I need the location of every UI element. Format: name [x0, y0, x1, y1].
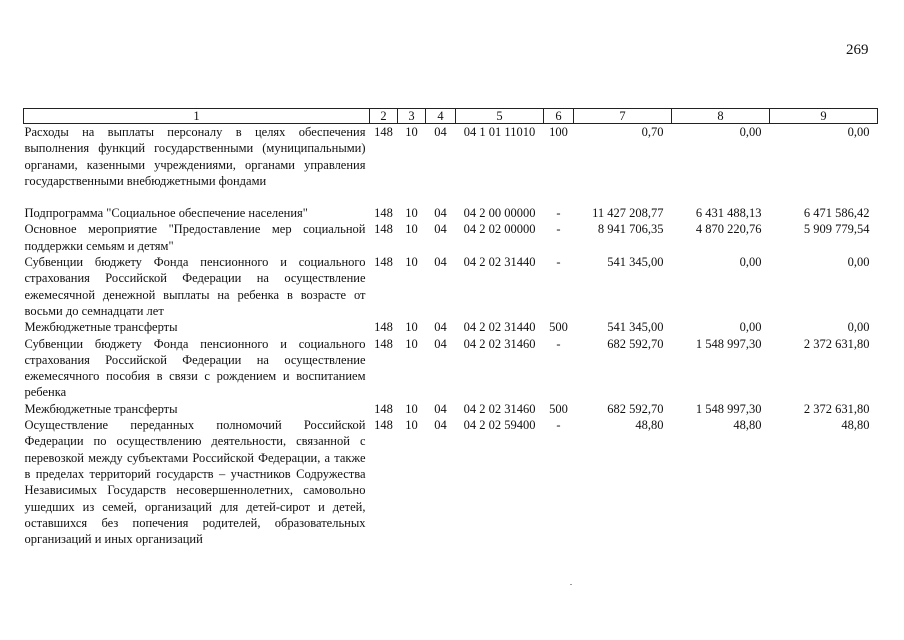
- subsection-code: 04: [434, 336, 447, 351]
- row-description: Расходы на выплаты персоналу в целях обеспечения выполнения функций государственными (муниципальными) органами, казенными учреждениями, органами управления государственными внебюджетными фондами: [24, 125, 366, 188]
- target-article-code: 04 2 02 59400: [463, 418, 536, 433]
- subsection-code: 04: [434, 206, 447, 221]
- amount-col-8: 0,00: [739, 320, 762, 335]
- amount-col-7: 682 592,70: [607, 336, 664, 351]
- amount-col-8: 1 548 997,30: [695, 401, 762, 416]
- ministry-code: 148: [374, 336, 393, 351]
- header-col-4: 4: [426, 109, 456, 124]
- spacer-row: [24, 189, 878, 205]
- section-code: 10: [405, 206, 418, 221]
- ministry-code: 148: [374, 320, 393, 335]
- ministry-code: 148: [374, 418, 393, 433]
- table-row: [24, 336, 878, 401]
- target-article-code: 04 2 02 31440: [463, 255, 536, 270]
- target-article-code: 04 1 01 11010: [463, 125, 536, 139]
- expense-type-code: -: [556, 336, 561, 351]
- subsection-code: 04: [434, 222, 447, 237]
- table-row: [24, 319, 878, 335]
- section-code: 10: [405, 125, 418, 139]
- ministry-code: 148: [374, 222, 393, 237]
- amount-col-8: 1 548 997,30: [695, 336, 762, 351]
- amount-col-7: 0,70: [641, 125, 664, 139]
- subsection-code: 04: [434, 418, 447, 433]
- header-col-7: 7: [574, 109, 672, 124]
- target-article-code: 04 2 02 31460: [463, 336, 536, 351]
- subsection-code: 04: [434, 255, 447, 270]
- header-col-9: 9: [770, 109, 878, 124]
- amount-col-8: 48,80: [733, 418, 762, 433]
- table-row: [24, 417, 878, 547]
- amount-col-8: 6 431 488,13: [695, 206, 762, 221]
- amount-col-9: 2 372 631,80: [803, 401, 870, 416]
- section-code: 10: [405, 336, 418, 351]
- ministry-code: 148: [374, 255, 393, 270]
- header-col-1: 1: [24, 109, 370, 124]
- amount-col-7: 541 345,00: [607, 255, 664, 270]
- table-row: [24, 401, 878, 417]
- expense-type-code: 500: [549, 401, 568, 416]
- scan-speck: [570, 584, 572, 585]
- subsection-code: 04: [434, 401, 447, 416]
- section-code: 10: [405, 255, 418, 270]
- subsection-code: 04: [434, 320, 447, 335]
- target-article-code: 04 2 02 31440: [463, 320, 536, 335]
- amount-col-9: 48,80: [841, 418, 870, 433]
- amount-col-9: 2 372 631,80: [803, 336, 870, 351]
- amount-col-7: 541 345,00: [607, 320, 664, 335]
- amount-col-9: 5 909 779,54: [803, 222, 870, 237]
- amount-col-8: 0,00: [739, 125, 762, 139]
- section-code: 10: [405, 401, 418, 416]
- expense-type-code: 500: [549, 320, 568, 335]
- ministry-code: 148: [374, 401, 393, 416]
- header-row: [24, 109, 878, 124]
- subsection-code: 04: [434, 125, 447, 139]
- target-article-code: 04 2 02 31460: [463, 401, 536, 416]
- ministry-code: 148: [374, 125, 393, 139]
- header-col-8: 8: [672, 109, 770, 124]
- expense-type-code: -: [556, 255, 561, 270]
- amount-col-8: 0,00: [739, 255, 762, 270]
- section-code: 10: [405, 418, 418, 433]
- header-col-5: 5: [456, 109, 544, 124]
- budget-table: [23, 108, 878, 547]
- expense-type-code: 100: [549, 125, 568, 139]
- row-description: Межбюджетные трансферты: [24, 320, 178, 335]
- ministry-code: 148: [374, 206, 393, 221]
- table-row: [24, 254, 878, 319]
- header-col-3: 3: [398, 109, 426, 124]
- amount-col-9: 0,00: [847, 125, 870, 139]
- table-header: [24, 109, 878, 124]
- row-description: Основное мероприятие "Предоставление мер социальной поддержки семьям и детям": [24, 222, 366, 253]
- header-col-6: 6: [544, 109, 574, 124]
- amount-col-8: 4 870 220,76: [695, 222, 762, 237]
- amount-col-7: 11 427 208,77: [592, 206, 664, 221]
- table-row: [24, 221, 878, 254]
- row-description: Межбюджетные трансферты: [24, 401, 178, 416]
- amount-col-9: 6 471 586,42: [803, 206, 870, 221]
- row-description: Субвенции бюджету Фонда пенсионного и социального страхования Российской Федерации на осуществление ежемесячной денежной выплаты на ребенка в возрасте от восьми до семнадцати лет: [24, 255, 366, 318]
- expense-type-code: -: [556, 222, 561, 237]
- target-article-code: 04 2 02 00000: [463, 222, 536, 237]
- amount-col-7: 682 592,70: [607, 401, 664, 416]
- amount-col-9: 0,00: [847, 320, 870, 335]
- amount-col-9: 0,00: [847, 255, 870, 270]
- table-row: [24, 205, 878, 221]
- row-description: Осуществление переданных полномочий Российской Федерации по осуществлению деятельности, связанной с перевозкой между субъектами Российской Федерации, а также в пределах территорий государств – участников Содружества Независимых Государств несовершеннолетних, самовольно ушедших из семей, организаций для детей-сирот и детей, оставшихся без попечения родителей, образовательных организаций и иных организаций: [24, 418, 366, 547]
- target-article-code: 04 2 00 00000: [463, 206, 536, 221]
- expense-type-code: -: [556, 206, 561, 221]
- expense-type-code: -: [556, 418, 561, 433]
- amount-col-7: 48,80: [635, 418, 664, 433]
- page-number: 269: [846, 42, 869, 58]
- section-code: 10: [405, 222, 418, 237]
- row-description: Субвенции бюджету Фонда пенсионного и социального страхования Российской Федерации на осуществление ежемесячного пособия в связи с рождением и воспитанием ребенка: [24, 336, 366, 400]
- table-body: [24, 124, 878, 548]
- table-row: [24, 124, 878, 190]
- header-col-2: 2: [370, 109, 398, 124]
- row-description: Подпрограмма "Социальное обеспечение населения": [24, 206, 308, 221]
- section-code: 10: [405, 320, 418, 335]
- amount-col-7: 8 941 706,35: [597, 222, 664, 237]
